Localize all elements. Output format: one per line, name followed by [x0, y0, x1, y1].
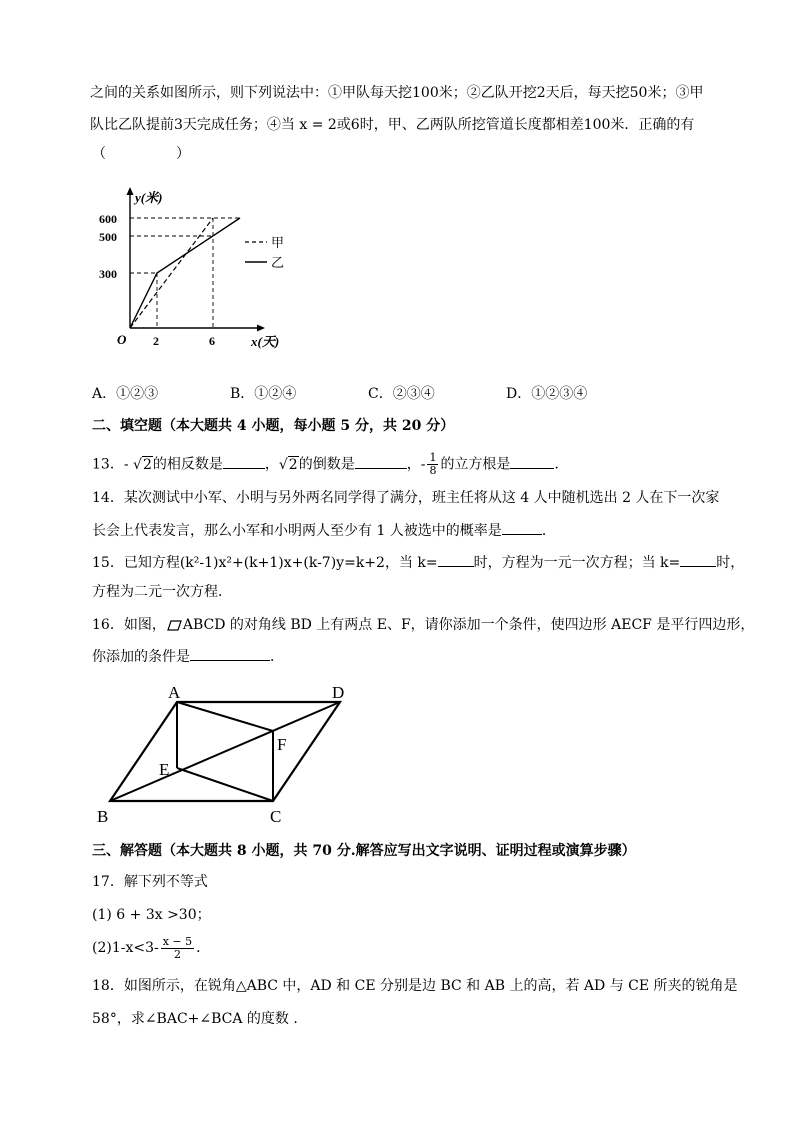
- fraction-x-5-over-2: $\frac{x - 5}{2}$: [162, 934, 193, 961]
- y-axis-arrow: [127, 187, 134, 195]
- label-b: B: [97, 807, 109, 826]
- y-tick-600: 600: [99, 212, 117, 226]
- q12-option-b: B．①②④: [230, 386, 297, 402]
- q15-line2: 方程为二元一次方程．: [92, 584, 232, 600]
- label-f: F: [277, 735, 287, 754]
- label-a: A: [168, 683, 181, 702]
- y-axis-label: y(米): [135, 190, 163, 205]
- label-d: D: [332, 683, 345, 702]
- fraction-1-8: $\frac{1}{8}$: [429, 451, 437, 477]
- q12-line-graph: [95, 180, 295, 360]
- q17-part2: (2)1-x<3- $\frac{x - 5}{2}$ ．: [92, 934, 211, 961]
- q17-title: 17．解下列不等式: [92, 874, 208, 890]
- q12-line1: 之间的关系如图所示，则下列说法中：①甲队每天挖100米；②乙队开挖2天后，每天挖50米；③甲: [90, 85, 704, 101]
- series-jia: [130, 218, 213, 328]
- q16-line2: 你添加的条件是 ．: [92, 646, 284, 666]
- q14-line2: 长会上代表发言，那么小军和小明两人至少有 1 人被选中的概率是 ．: [92, 520, 556, 540]
- legend-yi: 乙: [271, 255, 285, 270]
- q12-answer-paren: （ ）: [92, 146, 190, 162]
- x-tick-6: 6: [209, 334, 215, 348]
- legend-jia: 甲: [271, 235, 285, 250]
- sqrt-2: √2: [133, 456, 152, 473]
- q16-parallelogram-figure: [92, 680, 362, 830]
- q12-option-a: A．①②③: [92, 386, 159, 402]
- parallelogram-symbol-icon: [167, 620, 182, 631]
- q14-line1: 14．某次测试中小军、小明与另外两名同学得了满分，班主任将从这 4 人中随机选出 2 人在下一次家: [92, 490, 720, 506]
- sqrt-2-b: √2: [278, 456, 298, 473]
- label-e: E: [159, 760, 170, 779]
- y-tick-300: 300: [99, 267, 117, 281]
- x-tick-2: 2: [153, 334, 159, 348]
- q17-part1: (1) 6 + 3x >30；: [92, 907, 211, 923]
- q18-line2: 58°，求∠BAC+∠BCA 的度数 .: [92, 1011, 298, 1027]
- x-axis-label: x(天): [251, 334, 280, 349]
- q15-line1: 15．已知方程(k²-1)x²+(k+1)x+(k-7)y=k+2，当 k= 时，方程为一元一次方程；当 k= 时，: [92, 552, 744, 572]
- q12-line2: 队比乙队提前3天完成任务；④当 x = 2或6时，甲、乙两队所挖管道长度都相差100米．正确的有: [90, 117, 695, 133]
- q16-line1: 16．如图， ABCD 的对角线 BD 上有两点 E、F，请你添加一个条件，使四边形 AECF 是平行四边形，: [92, 617, 755, 633]
- y-tick-500: 500: [99, 230, 117, 244]
- q12-option-c: C．②③④: [368, 386, 435, 402]
- q12-option-d: D．①②③④: [506, 386, 588, 402]
- label-c: C: [270, 807, 282, 826]
- segment-ec: [177, 768, 273, 801]
- q18-line1: 18．如图所示，在锐角△ABC 中，AD 和 CE 分别是边 BC 和 AB 上的高，若 AD 与 CE 所夹的锐角是: [92, 978, 738, 994]
- q13: 13．- √2的相反数是 ，√2的倒数是 ，- $\frac{1}{8}$ 的立方根是 ．: [92, 451, 569, 477]
- origin-label: O: [117, 332, 127, 347]
- section-2-title: 二、填空题（本大题共 4 小题，每小题 5 分，共 20 分）: [92, 418, 455, 434]
- segment-af: [177, 702, 273, 731]
- x-axis-arrow: [257, 325, 265, 332]
- section-3-title: 三、解答题（本大题共 8 小题，共 70 分.解答应写出文字说明、证明过程或演算步骤）: [92, 843, 636, 859]
